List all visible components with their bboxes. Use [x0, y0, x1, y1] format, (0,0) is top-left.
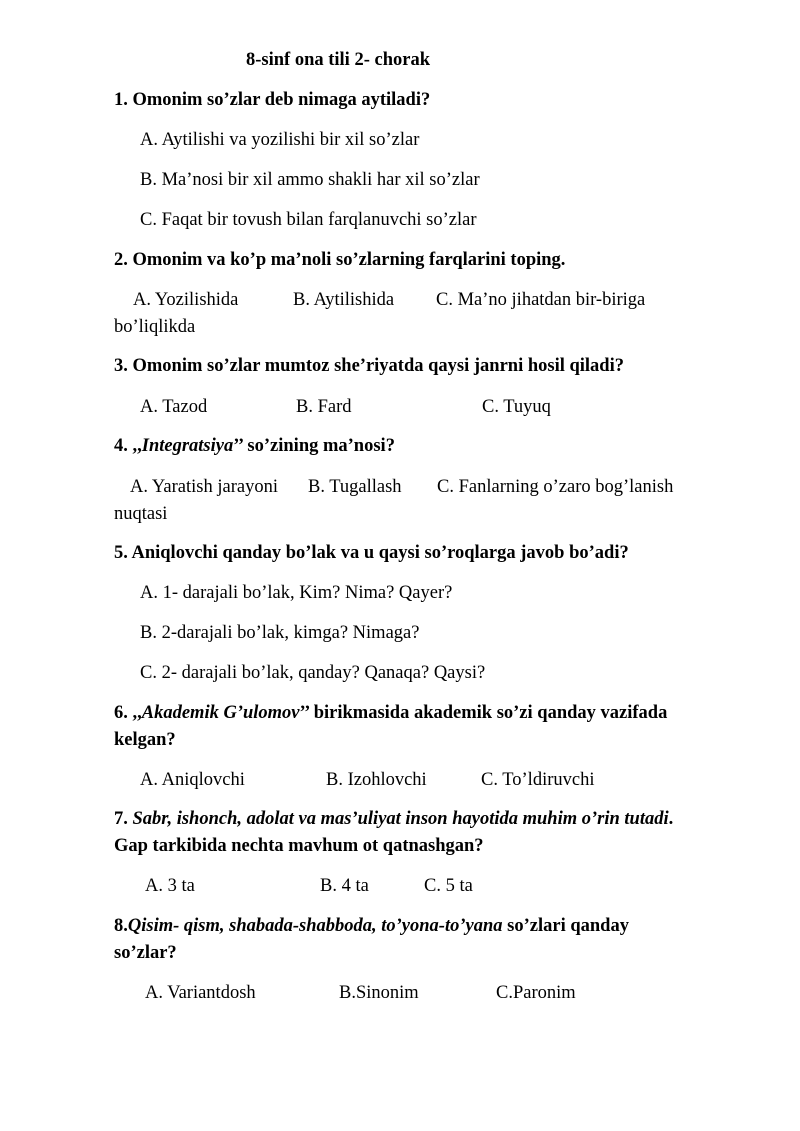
q4-option-b: B. Tugallash — [308, 477, 402, 497]
question-4-term: Integratsiya — [141, 436, 234, 456]
q6-option-a: A. Aniqlovchi — [140, 770, 245, 790]
question-8-terms: Qisim- qism, shabada-shabboda, to’yona-to’yana — [127, 916, 503, 936]
question-4-number: 4. ,, — [114, 436, 142, 456]
q3-option-a: A. Tazod — [140, 397, 208, 417]
question-7-number: 7. — [114, 809, 133, 829]
q4-option-a: A. Yaratish jarayoni — [130, 477, 278, 497]
question-6-text: ’’ birikmasida akademik so’zi qanday vazifada — [299, 703, 668, 723]
q2-option-b: B. Aytilishida — [293, 290, 395, 310]
q5-option-b: B. 2-darajali bo’lak, kimga? Nimaga? — [140, 623, 420, 643]
q1-option-b: B. Ma’nosi bir xil ammo shakli har xil so’zlar — [140, 170, 480, 190]
q7-option-b: B. 4 ta — [320, 876, 369, 896]
q6-option-c: C. To’ldiruvchi — [481, 770, 595, 790]
q3-option-c: C. Tuyuq — [482, 397, 551, 417]
q5-option-a: A. 1- darajali bo’lak, Kim? Nima? Qayer? — [140, 583, 453, 603]
question-7-continued: Gap tarkibida nechta mavhum ot qatnashgan? — [114, 836, 484, 856]
question-4 — [114, 437, 395, 456]
question-3: 3. Omonim so’zlar mumtoz she’riyatda qaysi janrni hosil qiladi? — [114, 356, 624, 376]
q4-option-c-continued: nuqtasi — [114, 504, 168, 524]
question-8-number: 8. — [114, 916, 128, 936]
q1-option-a: A. Aytilishi va yozilishi bir xil so’zlar — [140, 130, 420, 150]
q8-option-c: C.Paronim — [496, 983, 576, 1003]
question-6-continued: kelgan? — [114, 730, 176, 750]
question-6-number: 6. ,, — [114, 703, 142, 723]
question-7 — [114, 810, 673, 829]
question-6 — [114, 704, 667, 723]
question-8 — [114, 917, 629, 936]
q2-option-c-continued: bo’liqlikda — [114, 317, 196, 337]
question-4-text: ’’ so’zining ma’nosi? — [233, 436, 395, 456]
page-title: 8-sinf ona tili 2- chorak — [246, 50, 430, 70]
question-7-sentence: Sabr, ishonch, adolat va mas’uliyat inson hayotida muhim o’rin tutadi — [132, 809, 669, 829]
q4-option-c: C. Fanlarning o’zaro bog’lanish — [437, 477, 674, 497]
question-8-text: so’zlari qanday — [502, 916, 629, 936]
q8-option-b: B.Sinonim — [339, 983, 419, 1003]
q7-option-c: C. 5 ta — [424, 876, 473, 896]
question-5: 5. Aniqlovchi qanday bo’lak va u qaysi so’roqlarga javob bo’adi? — [114, 543, 629, 563]
question-1: 1. Omonim so’zlar deb nimaga aytiladi? — [114, 90, 431, 110]
q2-option-a: A. Yozilishida — [133, 290, 239, 310]
question-6-term: Akademik G’ulomov — [141, 703, 300, 723]
q1-option-c: C. Faqat bir tovush bilan farqlanuvchi so’zlar — [140, 210, 477, 230]
q5-option-c: C. 2- darajali bo’lak, qanday? Qanaqa? Qaysi? — [140, 663, 486, 683]
q6-option-b: B. Izohlovchi — [326, 770, 427, 790]
question-7-dot: . — [668, 809, 674, 829]
question-8-continued: so’zlar? — [114, 943, 177, 963]
q7-option-a: A. 3 ta — [145, 876, 195, 896]
q8-option-a: A. Variantdosh — [145, 983, 256, 1003]
q2-option-c: C. Ma’no jihatdan bir-biriga — [436, 290, 646, 310]
q3-option-b: B. Fard — [296, 397, 352, 417]
question-2: 2. Omonim va ko’p ma’noli so’zlarning farqlarini toping. — [114, 250, 566, 270]
